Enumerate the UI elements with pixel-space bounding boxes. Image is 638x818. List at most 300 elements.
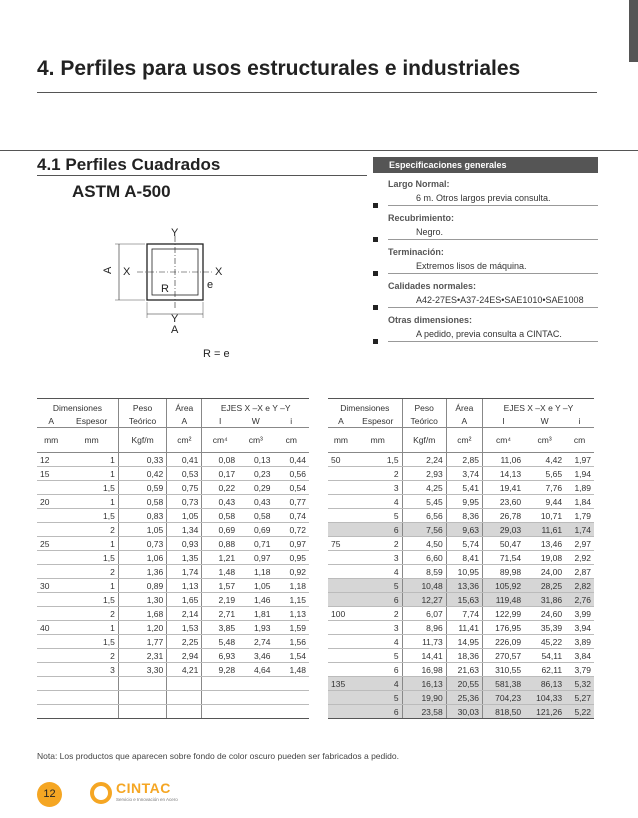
cell-a: 12 bbox=[37, 453, 65, 467]
footnote: Nota: Los productos que aparecen sobre fondo de color oscuro pueden ser fabricados a pedido. bbox=[37, 751, 399, 761]
cell-area: 1,05 bbox=[167, 509, 202, 523]
cell-area: 3,74 bbox=[446, 467, 482, 481]
cell-radio: 0,95 bbox=[273, 551, 309, 565]
cell-peso: 6,56 bbox=[402, 509, 446, 523]
table-row bbox=[328, 481, 594, 495]
cell-area: 1,35 bbox=[167, 551, 202, 565]
cell-inercia: 0,58 bbox=[202, 509, 238, 523]
cell-inercia: 119,48 bbox=[482, 593, 524, 607]
table-row bbox=[328, 621, 594, 635]
unit-mm: mm bbox=[354, 428, 402, 453]
cell-peso: 0,33 bbox=[118, 453, 166, 467]
cell-radio: 1,54 bbox=[273, 649, 309, 663]
table-row bbox=[37, 453, 309, 467]
cell-espesor: 1 bbox=[65, 495, 118, 509]
label-a-bottom: A bbox=[171, 324, 179, 336]
cell-area: 1,65 bbox=[167, 593, 202, 607]
cell-peso: 2,24 bbox=[402, 453, 446, 467]
cell-area: 4,21 bbox=[167, 663, 202, 677]
cell-a: 40 bbox=[37, 621, 65, 635]
cell-espesor bbox=[65, 691, 118, 705]
cell-area: 0,93 bbox=[167, 537, 202, 551]
cell-espesor: 3 bbox=[65, 663, 118, 677]
cell-a bbox=[37, 677, 65, 691]
cell-radio: 2,76 bbox=[565, 593, 594, 607]
cell-radio: 0,92 bbox=[273, 565, 309, 579]
title-divider bbox=[37, 92, 597, 93]
cell-espesor: 1,5 bbox=[65, 509, 118, 523]
cell-peso: 1,20 bbox=[118, 621, 166, 635]
cell-peso: 0,73 bbox=[118, 537, 166, 551]
table-row bbox=[37, 663, 309, 677]
cell-a bbox=[328, 621, 354, 635]
cell-a bbox=[37, 649, 65, 663]
cell-radio: 1,89 bbox=[565, 481, 594, 495]
spec-item bbox=[373, 245, 598, 274]
table-header-row bbox=[328, 414, 594, 428]
specifications-heading: Especificaciones generales bbox=[373, 157, 598, 173]
cell-a bbox=[37, 705, 65, 719]
cell-a bbox=[37, 607, 65, 621]
label-a-side: A bbox=[102, 266, 114, 274]
label-x-left: X bbox=[123, 266, 131, 278]
cell-a bbox=[328, 579, 354, 593]
table-header-row bbox=[37, 399, 309, 415]
cell-modulo: 5,65 bbox=[524, 467, 565, 481]
cell-area: 9,63 bbox=[446, 523, 482, 537]
cell-peso: 1,36 bbox=[118, 565, 166, 579]
spec-label: Largo Normal: bbox=[388, 179, 450, 189]
cell-inercia: 71,54 bbox=[482, 551, 524, 565]
spec-bullet bbox=[373, 271, 378, 276]
cell-a bbox=[328, 467, 354, 481]
cell-inercia: 23,60 bbox=[482, 495, 524, 509]
cell-modulo: 9,44 bbox=[524, 495, 565, 509]
unit-cm4: cm⁴ bbox=[202, 428, 238, 453]
cell-radio: 3,94 bbox=[565, 621, 594, 635]
unit-cm2: cm² bbox=[167, 428, 202, 453]
table-row bbox=[37, 481, 309, 495]
cell-modulo: 0,23 bbox=[238, 467, 273, 481]
cell-modulo: 28,25 bbox=[524, 579, 565, 593]
cell-area: 30,03 bbox=[446, 705, 482, 719]
table-row bbox=[37, 537, 309, 551]
cell-area: 1,13 bbox=[167, 579, 202, 593]
cell-area: 13,36 bbox=[446, 579, 482, 593]
header-area: Área bbox=[446, 399, 482, 415]
cell-area: 10,95 bbox=[446, 565, 482, 579]
cell-a bbox=[328, 635, 354, 649]
cell-peso: 0,42 bbox=[118, 467, 166, 481]
cell-modulo bbox=[238, 677, 273, 691]
cell-radio: 5,32 bbox=[565, 677, 594, 691]
cell-modulo: 0,69 bbox=[238, 523, 273, 537]
cell-espesor: 3 bbox=[354, 551, 402, 565]
spec-label: Terminación: bbox=[388, 247, 444, 257]
cell-peso: 0,89 bbox=[118, 579, 166, 593]
header-radius: i bbox=[273, 414, 309, 428]
unit-kgf: Kgf/m bbox=[118, 428, 166, 453]
profiles-table-right bbox=[328, 398, 594, 719]
cell-a: 30 bbox=[37, 579, 65, 593]
cell-espesor: 4 bbox=[354, 677, 402, 691]
header-a: A bbox=[328, 414, 354, 428]
cell-peso: 16,13 bbox=[402, 677, 446, 691]
cell-inercia: 29,03 bbox=[482, 523, 524, 537]
cell-radio: 3,99 bbox=[565, 607, 594, 621]
cell-peso bbox=[118, 705, 166, 719]
cell-peso: 0,58 bbox=[118, 495, 166, 509]
cell-radio: 5,27 bbox=[565, 691, 594, 705]
cell-radio: 0,77 bbox=[273, 495, 309, 509]
cell-inercia: 1,57 bbox=[202, 579, 238, 593]
cell-area bbox=[167, 677, 202, 691]
cell-peso: 6,60 bbox=[402, 551, 446, 565]
unit-cm2: cm² bbox=[446, 428, 482, 453]
cell-radio: 0,54 bbox=[273, 481, 309, 495]
cell-area: 5,74 bbox=[446, 537, 482, 551]
cell-peso: 1,05 bbox=[118, 523, 166, 537]
cell-peso: 6,07 bbox=[402, 607, 446, 621]
square-profile-diagram bbox=[85, 222, 255, 362]
cell-inercia: 11,06 bbox=[482, 453, 524, 467]
cell-a: 100 bbox=[328, 607, 354, 621]
cell-a bbox=[37, 593, 65, 607]
cell-a bbox=[328, 481, 354, 495]
cell-inercia: 2,71 bbox=[202, 607, 238, 621]
cell-radio: 1,13 bbox=[273, 607, 309, 621]
table-row bbox=[328, 509, 594, 523]
cell-inercia: 818,50 bbox=[482, 705, 524, 719]
cintac-logo bbox=[90, 780, 180, 808]
cell-radio: 2,87 bbox=[565, 565, 594, 579]
unit-cm4: cm⁴ bbox=[482, 428, 524, 453]
header-radius: i bbox=[565, 414, 594, 428]
cell-inercia: 2,19 bbox=[202, 593, 238, 607]
cell-area: 15,63 bbox=[446, 593, 482, 607]
cell-espesor bbox=[65, 677, 118, 691]
header-i: I bbox=[482, 414, 524, 428]
cell-peso: 14,41 bbox=[402, 649, 446, 663]
header-dimensiones: Dimensiones bbox=[328, 399, 402, 415]
header-peso: Peso bbox=[402, 399, 446, 415]
cell-a bbox=[328, 495, 354, 509]
cell-a bbox=[37, 635, 65, 649]
cell-peso: 8,96 bbox=[402, 621, 446, 635]
diagram-caption: R = e bbox=[203, 348, 230, 360]
cell-peso: 3,30 bbox=[118, 663, 166, 677]
cell-espesor: 6 bbox=[354, 593, 402, 607]
cell-espesor: 2 bbox=[65, 523, 118, 537]
header-espesor: Espesor bbox=[65, 414, 118, 428]
header-area-a: A bbox=[167, 414, 202, 428]
table-row bbox=[328, 705, 594, 719]
cell-espesor: 2 bbox=[354, 607, 402, 621]
cell-peso: 4,50 bbox=[402, 537, 446, 551]
table-row bbox=[328, 565, 594, 579]
spec-bullet bbox=[373, 203, 378, 208]
spec-item bbox=[373, 279, 598, 308]
unit-mm: mm bbox=[328, 428, 354, 453]
table-row bbox=[328, 467, 594, 481]
table-row bbox=[37, 509, 309, 523]
spec-label: Calidades normales: bbox=[388, 281, 477, 291]
table-row bbox=[328, 691, 594, 705]
cell-espesor: 2 bbox=[65, 565, 118, 579]
cell-radio: 1,74 bbox=[565, 523, 594, 537]
cell-inercia bbox=[202, 705, 238, 719]
profiles-table-left bbox=[37, 398, 309, 719]
table-units-row bbox=[328, 428, 594, 453]
unit-kgf: Kgf/m bbox=[402, 428, 446, 453]
cell-a bbox=[37, 663, 65, 677]
cell-radio: 2,97 bbox=[565, 537, 594, 551]
cell-radio: 1,84 bbox=[565, 495, 594, 509]
cell-espesor: 2 bbox=[65, 607, 118, 621]
table-row bbox=[328, 537, 594, 551]
header-teorico: Teórico bbox=[402, 414, 446, 428]
cell-radio: 3,79 bbox=[565, 663, 594, 677]
spec-label: Otras dimensiones: bbox=[388, 315, 473, 325]
cell-modulo: 13,46 bbox=[524, 537, 565, 551]
cell-espesor: 1,5 bbox=[65, 481, 118, 495]
cell-espesor: 4 bbox=[354, 495, 402, 509]
cell-modulo: 7,76 bbox=[524, 481, 565, 495]
table-units-row bbox=[37, 428, 309, 453]
cell-a bbox=[328, 705, 354, 719]
cell-espesor: 5 bbox=[354, 691, 402, 705]
cell-area: 18,36 bbox=[446, 649, 482, 663]
cell-area: 8,41 bbox=[446, 551, 482, 565]
cell-radio bbox=[273, 677, 309, 691]
spec-label: Recubrimiento: bbox=[388, 213, 455, 223]
cell-inercia: 0,43 bbox=[202, 495, 238, 509]
cell-area: 1,53 bbox=[167, 621, 202, 635]
cell-modulo: 3,46 bbox=[238, 649, 273, 663]
cell-espesor: 2 bbox=[354, 537, 402, 551]
cell-a: 50 bbox=[328, 453, 354, 467]
table-row bbox=[328, 523, 594, 537]
cell-peso: 8,59 bbox=[402, 565, 446, 579]
cell-peso: 10,48 bbox=[402, 579, 446, 593]
cell-area: 2,25 bbox=[167, 635, 202, 649]
cell-peso: 5,45 bbox=[402, 495, 446, 509]
table-row bbox=[328, 453, 594, 467]
table-row bbox=[37, 551, 309, 565]
cell-a bbox=[328, 593, 354, 607]
cell-inercia: 310,55 bbox=[482, 663, 524, 677]
cell-espesor: 5 bbox=[354, 509, 402, 523]
header-dimensiones: Dimensiones bbox=[37, 399, 118, 415]
table-row bbox=[328, 495, 594, 509]
cell-espesor: 1,5 bbox=[65, 635, 118, 649]
unit-mm: mm bbox=[65, 428, 118, 453]
unit-cm3: cm³ bbox=[524, 428, 565, 453]
cell-espesor: 3 bbox=[354, 481, 402, 495]
section-title-underline bbox=[37, 175, 367, 176]
cell-modulo: 1,46 bbox=[238, 593, 273, 607]
cell-espesor: 6 bbox=[354, 523, 402, 537]
cell-area: 25,36 bbox=[446, 691, 482, 705]
cell-radio: 3,84 bbox=[565, 649, 594, 663]
cell-espesor: 1 bbox=[65, 621, 118, 635]
cell-a bbox=[37, 523, 65, 537]
table-row bbox=[37, 467, 309, 481]
table-row bbox=[37, 495, 309, 509]
cell-modulo bbox=[238, 691, 273, 705]
cell-peso: 11,73 bbox=[402, 635, 446, 649]
cell-a: 135 bbox=[328, 677, 354, 691]
cell-espesor: 5 bbox=[354, 649, 402, 663]
cell-radio: 0,72 bbox=[273, 523, 309, 537]
cell-area: 7,74 bbox=[446, 607, 482, 621]
unit-cm: cm bbox=[565, 428, 594, 453]
cell-espesor: 2 bbox=[65, 649, 118, 663]
cell-modulo: 11,61 bbox=[524, 523, 565, 537]
header-espesor: Espesor bbox=[354, 414, 402, 428]
page-title: 4. Perfiles para usos estructurales e industriales bbox=[37, 57, 521, 80]
table-header-row bbox=[37, 414, 309, 428]
cell-modulo: 0,58 bbox=[238, 509, 273, 523]
cell-modulo: 54,11 bbox=[524, 649, 565, 663]
label-y-bottom: Y bbox=[171, 313, 179, 325]
cell-inercia: 0,22 bbox=[202, 481, 238, 495]
cell-radio: 1,48 bbox=[273, 663, 309, 677]
cell-radio: 0,74 bbox=[273, 509, 309, 523]
cell-area: 5,41 bbox=[446, 481, 482, 495]
page-edge-tab bbox=[629, 0, 638, 62]
cell-area: 14,95 bbox=[446, 635, 482, 649]
cell-modulo: 45,22 bbox=[524, 635, 565, 649]
cell-area: 21,63 bbox=[446, 663, 482, 677]
cell-modulo: 24,00 bbox=[524, 565, 565, 579]
cell-a: 75 bbox=[328, 537, 354, 551]
cell-a bbox=[328, 509, 354, 523]
cell-inercia: 5,48 bbox=[202, 635, 238, 649]
cell-modulo: 1,05 bbox=[238, 579, 273, 593]
table-row bbox=[328, 551, 594, 565]
table-row bbox=[37, 635, 309, 649]
cell-area bbox=[167, 705, 202, 719]
cell-espesor: 1 bbox=[65, 537, 118, 551]
cell-radio: 3,89 bbox=[565, 635, 594, 649]
cell-a bbox=[37, 565, 65, 579]
table-row bbox=[328, 607, 594, 621]
table-row bbox=[328, 635, 594, 649]
cell-a: 15 bbox=[37, 467, 65, 481]
cell-area: 11,41 bbox=[446, 621, 482, 635]
cell-peso: 23,58 bbox=[402, 705, 446, 719]
cell-espesor: 3 bbox=[354, 621, 402, 635]
cell-a: 25 bbox=[37, 537, 65, 551]
cell-a bbox=[328, 649, 354, 663]
cell-inercia: 704,23 bbox=[482, 691, 524, 705]
cell-area: 2,85 bbox=[446, 453, 482, 467]
cell-radio: 1,59 bbox=[273, 621, 309, 635]
cell-a bbox=[328, 523, 354, 537]
spec-value: A42-27ES•A37-24ES•SAE1010•SAE1008 bbox=[388, 293, 598, 308]
cell-radio bbox=[273, 691, 309, 705]
cell-a bbox=[328, 551, 354, 565]
cell-inercia: 14,13 bbox=[482, 467, 524, 481]
table-row bbox=[37, 677, 309, 691]
cell-inercia: 3,85 bbox=[202, 621, 238, 635]
cell-radio: 0,97 bbox=[273, 537, 309, 551]
spec-bullet bbox=[373, 237, 378, 242]
cell-peso bbox=[118, 677, 166, 691]
spec-value: Extremos lisos de máquina. bbox=[388, 259, 598, 274]
cell-area: 2,14 bbox=[167, 607, 202, 621]
cell-inercia: 0,69 bbox=[202, 523, 238, 537]
cell-inercia: 19,41 bbox=[482, 481, 524, 495]
table-row bbox=[328, 649, 594, 663]
spec-value: A pedido, previa consulta a CINTAC. bbox=[388, 327, 598, 342]
cell-radio: 1,94 bbox=[565, 467, 594, 481]
cell-peso: 19,90 bbox=[402, 691, 446, 705]
cell-inercia: 6,93 bbox=[202, 649, 238, 663]
cell-peso: 7,56 bbox=[402, 523, 446, 537]
cell-inercia: 0,08 bbox=[202, 453, 238, 467]
cell-inercia: 105,92 bbox=[482, 579, 524, 593]
cell-area: 20,55 bbox=[446, 677, 482, 691]
table-row bbox=[328, 593, 594, 607]
page-number: 12 bbox=[37, 782, 62, 807]
cell-peso: 2,93 bbox=[402, 467, 446, 481]
label-y-top: Y bbox=[171, 227, 179, 239]
table-row bbox=[37, 593, 309, 607]
cell-modulo: 0,97 bbox=[238, 551, 273, 565]
spec-item bbox=[373, 313, 598, 342]
cell-area: 0,53 bbox=[167, 467, 202, 481]
cell-espesor: 2 bbox=[354, 467, 402, 481]
cell-radio bbox=[273, 705, 309, 719]
cell-inercia: 89,98 bbox=[482, 565, 524, 579]
cell-a: 20 bbox=[37, 495, 65, 509]
unit-cm3: cm³ bbox=[238, 428, 273, 453]
cell-area: 2,94 bbox=[167, 649, 202, 663]
unit-cm: cm bbox=[273, 428, 309, 453]
specifications-panel bbox=[373, 157, 598, 347]
cell-inercia: 270,57 bbox=[482, 649, 524, 663]
cell-a bbox=[328, 663, 354, 677]
cell-a bbox=[37, 551, 65, 565]
header-a: A bbox=[37, 414, 65, 428]
cell-radio: 5,22 bbox=[565, 705, 594, 719]
unit-mm: mm bbox=[37, 428, 65, 453]
section-title: 4.1 Perfiles Cuadrados bbox=[37, 155, 221, 174]
table-row bbox=[328, 677, 594, 691]
cell-radio: 0,44 bbox=[273, 453, 309, 467]
cell-radio: 0,56 bbox=[273, 467, 309, 481]
table-row bbox=[37, 523, 309, 537]
cell-area: 9,95 bbox=[446, 495, 482, 509]
cell-inercia: 226,09 bbox=[482, 635, 524, 649]
cell-inercia bbox=[202, 691, 238, 705]
header-ejes: EJES X –X e Y –Y bbox=[202, 399, 309, 415]
cell-inercia: 9,28 bbox=[202, 663, 238, 677]
cell-espesor: 4 bbox=[354, 635, 402, 649]
cell-inercia: 0,88 bbox=[202, 537, 238, 551]
spec-bullet bbox=[373, 339, 378, 344]
cell-area: 1,34 bbox=[167, 523, 202, 537]
cell-espesor: 1,5 bbox=[65, 593, 118, 607]
spec-bullet bbox=[373, 305, 378, 310]
cell-espesor: 1 bbox=[65, 467, 118, 481]
cell-inercia bbox=[202, 677, 238, 691]
header-area-a: A bbox=[446, 414, 482, 428]
cell-a bbox=[328, 691, 354, 705]
cell-a bbox=[328, 565, 354, 579]
